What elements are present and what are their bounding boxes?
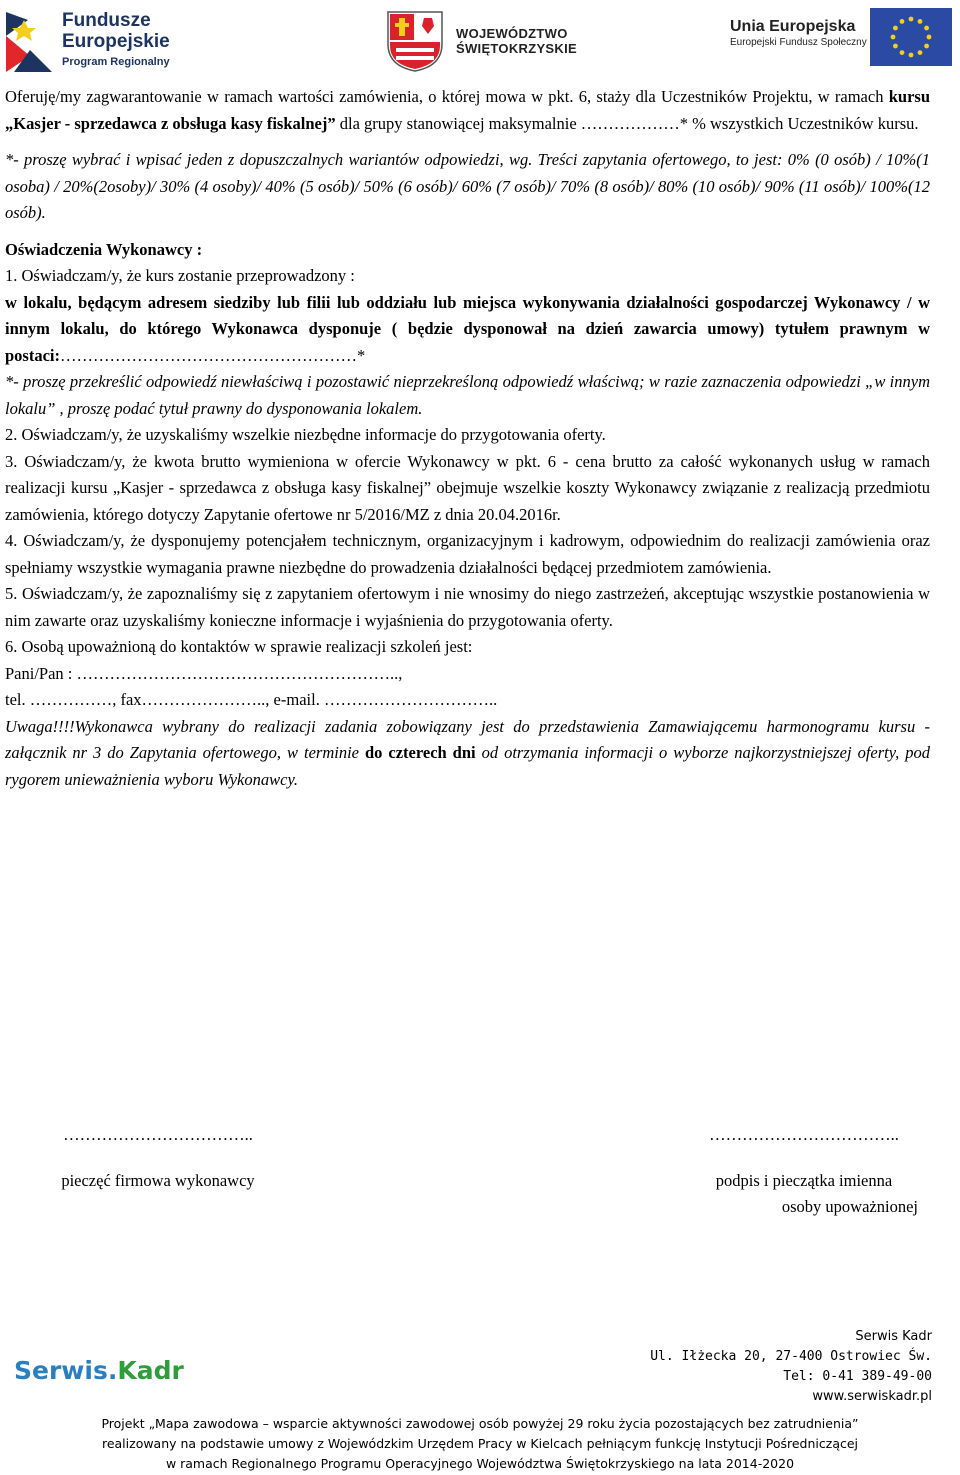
offer-paragraph [5, 84, 930, 137]
eu-flag-icon [870, 8, 952, 66]
eu-star-icon [909, 53, 914, 58]
statement-1: 1. Oświadczam/y, że kurs zostanie przeprowadzony : [5, 266, 355, 285]
signature-dots: …………………………….. [709, 1125, 899, 1144]
project-footer [0, 1414, 960, 1474]
eu-star-icon [893, 44, 898, 49]
project-line-1: Projekt „Mapa zawodowa – wsparcie aktywności zawodowej osób powyżej 29 roku życia pozostających bez zatrudnienia” [101, 1416, 859, 1431]
company-phone: Tel: 0-41 389-49-00 [783, 1369, 932, 1384]
warning-deadline: do czterech dni [364, 743, 476, 762]
fe-line-3: Program Regionalny [62, 56, 170, 68]
fe-star-mark-icon [6, 6, 54, 72]
eu-star-icon [924, 44, 929, 49]
eu-star-icon [924, 26, 929, 31]
signature-label-1: podpis i pieczątka imienna [715, 1171, 893, 1190]
sw-line-2: ŚWIĘTOKRZYSKIE [456, 41, 577, 56]
fundusze-europejskie-logo [6, 6, 196, 74]
eu-star-icon [893, 26, 898, 31]
contact-person-line: Pani/Pan : ………………………………………………….., [5, 663, 403, 683]
signature-label-2: osoby upoważnionej [781, 1197, 918, 1216]
project-line-3: w ramach Regionalnego Programu Operacyjnego Województwa Świętokrzyskiego na lata 2014-2020 [165, 1456, 795, 1471]
offer-text-b: dla grupy stanowiącej maksymalnie ………………* % wszystkich Uczestników kursu. [335, 113, 919, 133]
signature-block [666, 1122, 942, 1220]
ue-line-2: Europejski Fundusz Społeczny [730, 37, 867, 48]
eu-star-icon [900, 50, 905, 55]
eu-star-icon [927, 35, 932, 40]
company-stamp-block [28, 1122, 288, 1194]
statement-1-dots: ………………………………………………* [60, 345, 366, 365]
eu-star-icon [918, 19, 923, 24]
eu-star-icon [909, 17, 914, 22]
document-body [5, 84, 930, 793]
company-street: Ul. Iłżecka 20, 27-400 Ostrowiec Św. [650, 1349, 932, 1364]
footer-address [650, 1327, 932, 1407]
ue-logo-text [730, 18, 867, 50]
eu-star-icon [900, 19, 905, 24]
offer-text-a: Oferuję/my zagwarantowanie w ramach wartości zamówienia, o której mowa w pkt. 6, staży dla Uczestników Projektu, w ramach [5, 87, 889, 106]
statement-1-bold: w lokalu, będącym adresem siedziby lub filii lub oddziału lub miejsca wykonywania działalności gospodarczej Wykonawcy / w innym lokalu, do którego Wykonawca dysponuje ( będzie dysponował na dzień zawarcia umowy) tytułem prawnym w postaci: [5, 292, 930, 365]
statement-6: 6. Osobą upoważnioną do kontaktów w sprawie realizacji szkoleń jest: [5, 637, 473, 656]
logo-serwis: Serwis. [14, 1356, 118, 1385]
statement-5: 5. Oświadczam/y, że zapoznaliśmy się z zapytaniem ofertowym i nie wnosimy do niego zastrzeżeń, akceptując wszystkie postanowienia w nim zawarte oraz uzyskaliśmy konieczne informacje i wyjaśnienia do przygotowania oferty. [5, 584, 930, 630]
eu-star-icon [918, 50, 923, 55]
statement-3: 3. Oświadczam/y, że kwota brutto wymieniona w ofercie Wykonawcy w pkt. 6 - cena brutto za całość wykonanych usług w ramach realizacji kursu „Kasjer - sprzedawca z obsługa kasy fiskalnej” obejmuje wszelkie koszty Wykonawcy związanie z realizacją przedmiotu zamówienia, którego dotyczy Zapytanie ofertowe nr 5/2016/MZ z dnia 20.04.2016r. [5, 451, 930, 524]
company-name: Serwis Kadr [855, 1329, 932, 1344]
logo-kadr: Kadr [117, 1356, 184, 1385]
company-website: www.serwiskadr.pl [812, 1389, 932, 1404]
section-title: Oświadczenia Wykonawcy : [5, 239, 203, 259]
eu-star-icon [891, 35, 896, 40]
sw-logo-text [456, 26, 577, 56]
offer-course-name: kursu „Kasjer - sprzedawca z obsługa kasy fiskalnej” [5, 87, 930, 133]
fe-logo-text [62, 10, 170, 70]
statement-1-note: *- proszę przekreślić odpowiedź niewłaściwą i pozostawić nieprzekreśloną odpowiedź właściwą; w razie zaznaczenia odpowiedzi „w innym lokalu” , proszę podać tytuł prawny do dysponowania lokalem. [5, 372, 930, 418]
fe-line-2: Europejskie [62, 31, 170, 52]
unia-europejska-logo [730, 8, 952, 72]
contact-tel-line: tel. ……………, fax………………….., e-mail. ………………………….. [5, 690, 498, 709]
crest-icon [386, 10, 444, 72]
sw-line-1: WOJEWÓDZTWO [456, 26, 568, 41]
project-line-2: realizowany na podstawie umowy z Wojewódzkim Urzędem Pracy w Kielcach pełniącym funkcję Instytucji Pośredniczącej [101, 1436, 859, 1451]
statement-4: 4. Oświadczam/y, że dysponujemy potencjałem technicznym, organizacyjnym i kadrowym, odpowiednim do realizacji zamówienia oraz spełniamy wszystkie wymagania prawne niezbędne do prowadzenia działalności będącej przedmiotem zamówienia. [5, 531, 930, 577]
wojewodztwo-swietokrzyskie-logo [386, 10, 586, 72]
company-stamp-dots: …………………………….. [63, 1125, 253, 1144]
serwis-kadr-logo [14, 1356, 184, 1385]
warning-paragraph [5, 714, 930, 794]
fe-line-1: Fundusze [62, 10, 151, 31]
ue-line-1: Unia Europejska [730, 18, 856, 35]
logo-header [0, 0, 960, 80]
variant-note: *- proszę wybrać i wpisać jeden z dopuszczalnych wariantów odpowiedzi, wg. Treści zapytania ofertowego, to jest: 0% (0 osób) / 10%(1 osoba) / 20%(2osoby)/ 30% (4 osoby)/ 40% (5 osób)/ 50% (6 osób)/ 60% (7 osób)/ 70% (8 osób)/ 80% (10 osób)/ 90% (11 osób)/ 100%(12 osób). [5, 150, 930, 222]
warning-text-a: Uwaga!!!!Wykonawca wybrany do realizacji zadania zobowiązany jest do przedstawienia Zamawiającemu harmonogramu kursu - załącznik nr 3 do Zapytania ofertowego, w terminie [5, 716, 930, 762]
company-stamp-label: pieczęć firmowa wykonawcy [61, 1171, 255, 1190]
statement-1-details [5, 290, 930, 370]
statement-2: 2. Oświadczam/y, że uzyskaliśmy wszelkie niezbędne informacje do przygotowania oferty. [5, 425, 606, 444]
warning-text-b: od otrzymania informacji o wyborze najkorzystniejszej oferty, pod rygorem unieważnienia wyboru Wykonawcy. [5, 743, 931, 789]
